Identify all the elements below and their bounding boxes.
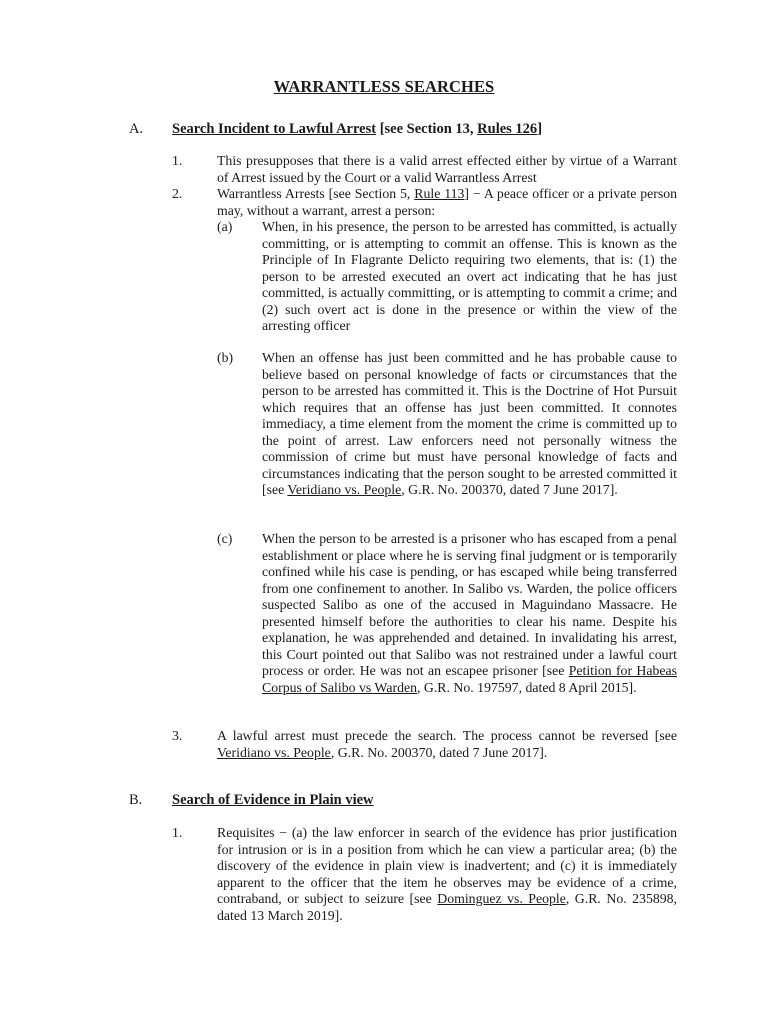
dominguez-case-link[interactable]: Dominguez vs. People	[437, 891, 566, 906]
rule-113-link[interactable]: Rule 113	[414, 186, 465, 201]
salibo-case-link[interactable]: Petition for Habeas Corpus of Salibo vs Warden	[262, 663, 678, 695]
sub-item-text-pre: When an offense has just been committed and he has probable cause to believe based on personal knowledge of facts or circumstances that the person to be arrested has committed it. This is the Doctrine of Hot Pursuit which requires that an offense has just been committed. It connotes immediacy, a time element from the moment the crime is committed up to the point of arrest. Law enforcers need not personally witness the commission of crime but must have personal knowledge of facts and circumstances indicating that the person sought to be arrested committed it [see	[262, 350, 677, 497]
rule-126-link[interactable]: Rules 126	[477, 121, 538, 137]
section-letter: B.	[129, 792, 143, 808]
item-text	[217, 728, 677, 761]
item-text-post: ] − A peace officer or a private person may, without a warrant, arrest a person:	[217, 186, 677, 218]
section-letter: A.	[129, 121, 144, 137]
item-text-pre: Requisites − (a) the law enforcer in search of the evidence has prior justification for intrusion or is in a position from which he can view a particular area; (b) the discovery of the evidence in plain view is inadvertent; and (c) it is immediately apparent to the officer that the item he observes may be evidence of a crime, contraband, or subject to seizure [see	[217, 825, 677, 906]
item-number: 3.	[172, 728, 183, 743]
sub-item-text	[262, 350, 677, 499]
item-number: 2.	[172, 186, 183, 201]
sub-item-text-post: , G.R. No. 197597, dated 8 April 2015].	[417, 679, 637, 695]
sub-item-text: When, in his presence, the person to be arrested has committed, is actually committing, or is attempting to commit an offense. This is known as the Principle of In Flagrante Delicto requiring two elements, that is: (1) the person to be arrested executed an overt act indicating that he has just committed, is actually committing, or is attempting to commit a crime; and (2) such overt act is done in the presence or within the view of the arresting officer	[262, 219, 677, 333]
section-title	[172, 121, 542, 138]
sub-item-label: (c)	[217, 531, 233, 546]
item-text-post: , G.R. No. 200370, dated 7 June 2017].	[330, 744, 548, 760]
section-title-ref: [see Section 13,	[376, 121, 478, 137]
veridiano-case-link[interactable]: Veridiano vs. People	[287, 482, 402, 497]
item-text-post: , G.R. No. 235898, dated 13 March 2019].	[217, 891, 677, 923]
item-text	[217, 825, 677, 924]
sub-item-label: (a)	[217, 219, 233, 234]
sub-item-text-post: , G.R. No. 200370, dated 7 June 2017].	[401, 482, 618, 497]
item-text: This presupposes that there is a valid arrest effected either by virtue of a Warrant of Arrest issued by the Court or a valid Warrantless Arrest	[217, 153, 677, 185]
section-title-close: ]	[537, 121, 543, 137]
section-title: Search of Evidence in Plain view	[172, 792, 374, 808]
item-text	[217, 186, 677, 219]
sub-item-text-pre: When the person to be arrested is a prisoner who has escaped from a penal establishment or place where he is serving final judgment or is temporarily confined while his case is pending, or has escaped while being transferred from one confinement to another. In Salibo vs. Warden, the police officers suspected Salibo as one of the accused in Maguindano Massacre. He presented himself before the authorities to clear his name. Despite his explanation, he was apprehended and detained. In invalidating his arrest, this Court pointed out that Salibo was not restrained under a lawful court process or order. He was not an escapee prisoner [see	[262, 531, 677, 678]
veridiano-case-link[interactable]: Veridiano vs. People	[217, 744, 331, 760]
item-text-pre: Warrantless Arrests [see Section 5,	[217, 186, 415, 201]
item-number: 1.	[172, 825, 183, 840]
sub-item-text	[262, 531, 677, 696]
section-title-main: Search Incident to Lawful Arrest	[172, 121, 377, 137]
item-number: 1.	[172, 153, 183, 168]
page-title: WARRANTLESS SEARCHES	[273, 77, 495, 96]
sub-item-label: (b)	[217, 350, 234, 365]
item-text-pre: A lawful arrest must precede the search. The process cannot be reversed [see	[217, 728, 677, 743]
